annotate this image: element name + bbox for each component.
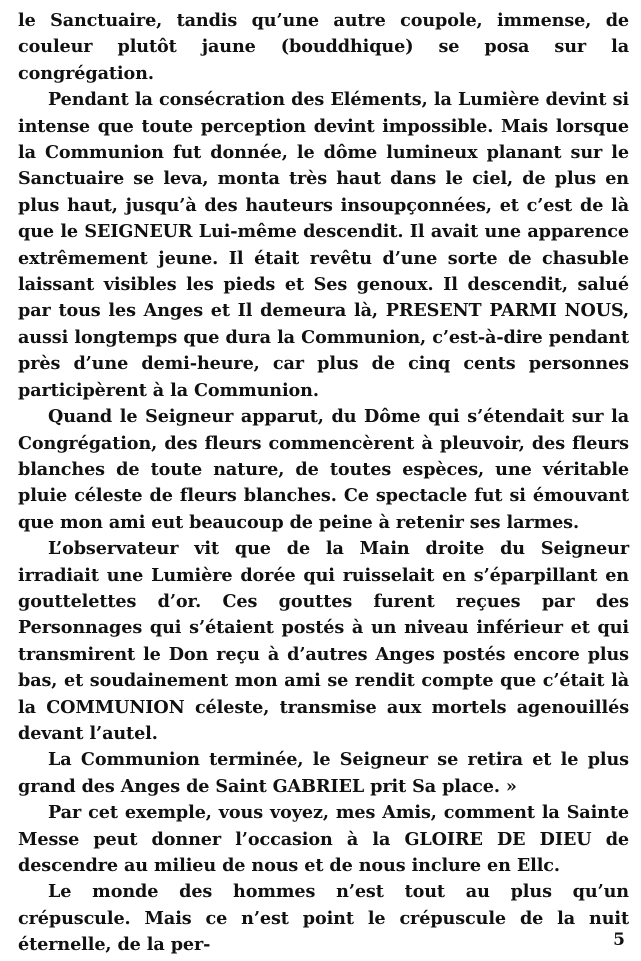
paragraph-consecration: Pendant la consécration des Eléments, la Lumière devint si intense que toute perception devint impossible. Mais lorsque la Communion fut donnée, le dôme lumineux planant sur le Sanctuaire se leva, monta très haut dans le ciel, de plus en plus haut, jusqu’à des hauteurs insoupçonnées, et c’est de là que le SEIGNEUR Lui-même descendit. Il avait une apparence extrêmement jeune. Il était revêtu d’une sorte de chasuble laissant visibles les pieds et Ses genoux. Il descendit, salué par tous les Anges et Il demeura là, PRESENT PARMI NOUS, aussi longtemps que dura la Communion, c’est-à-dire pendant près d’une demi-heure, car plus de cinq cents personnes participèrent à la Communion. (18, 89, 629, 401)
paragraph-communion-end: La Communion terminée, le Seigneur se retira et le plus grand des Anges de Saint GABRIEL prit Sa place. » (18, 749, 629, 797)
paragraph-twilight: Le monde des hommes n’est tout au plus qu’un crépuscule. Mais ce n’est point le crépuscule de la nuit éternelle, de la per- (18, 881, 629, 956)
paragraph-flowers: Quand le Seigneur apparut, du Dôme qui s’étendait sur la Congrégation, des fleurs commencèrent à pleuvoir, des fleurs blanches de toute nature, de toutes espèces, une véritable pluie céleste de fleurs blanches. Ce spectacle fut si émouvant que mon ami eut beaucoup de peine à retenir ses larmes. (18, 406, 629, 533)
paragraph-observer: L’observateur vit que de la Main droite du Seigneur irradiait une Lumière dorée qui ruisselait en s’éparpillant en gouttelettes d’or. Ces gouttes furent reçues par des Personnages qui s’étaient postés à un niveau inférieur et qui transmirent le Don reçu à d’autres Anges postés encore plus bas, et soudainement mon ami se rendit compte que c’était là la COMMUNION céleste, transmise aux mortels agenouillés devant l’autel. (18, 538, 629, 744)
paragraph-continuation: le Sanctuaire, tandis qu’une autre coupole, immense, de couleur plutôt jaune (bouddhique) se posa sur la congrégation. (18, 10, 629, 84)
body-text (18, 8, 629, 959)
paragraph-example: Par cet exemple, vous voyez, mes Amis, comment la Sainte Messe peut donner l’occasion à la GLOIRE DE DIEU de descendre au milieu de nous et de nous inclure en Ellc. (18, 802, 629, 876)
page-number: 5 (613, 930, 625, 950)
